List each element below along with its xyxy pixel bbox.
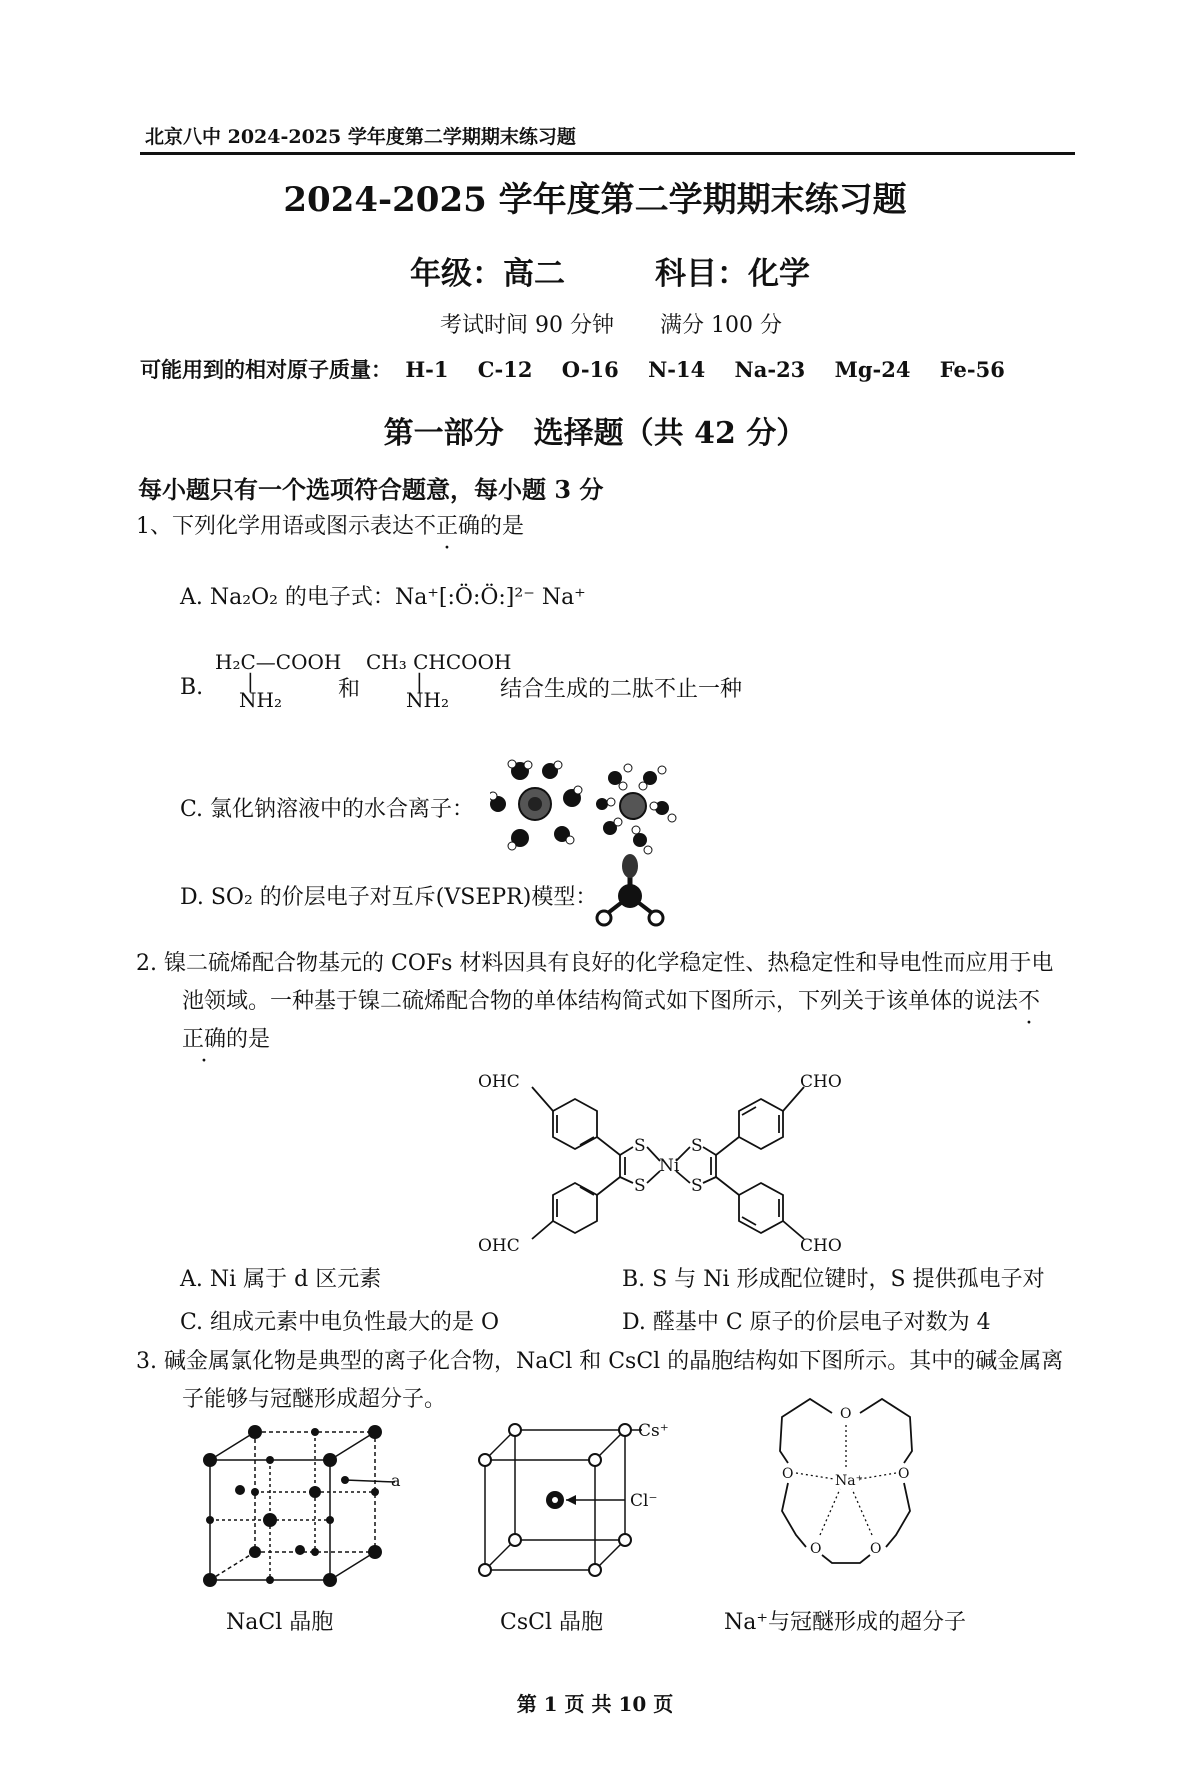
ni-dithiolene-structure — [470, 1065, 850, 1255]
q1-optB-text: 结合生成的二肽不止一种 — [500, 677, 743, 702]
q1-number: 1、 — [136, 514, 172, 539]
q1-optD-text: SO₂ 的价层电子对互斥(VSEPR)模型： — [210, 885, 598, 910]
q1-option-a — [180, 580, 586, 611]
hydrated-ions-image — [490, 756, 680, 856]
crown-o-label: O — [870, 1541, 882, 1557]
q2-opt-text: 醛基中 C 原子的价层电子对数为 4 — [652, 1310, 991, 1335]
crown-na-label: Na⁺ — [835, 1473, 863, 1489]
cscl-label-cs: Cs⁺ — [638, 1421, 669, 1441]
exam-title: 2024-2025 学年度第二学期期末练习题 — [283, 180, 907, 220]
crown-o-label: O — [810, 1541, 822, 1557]
q1-stem — [136, 508, 524, 546]
atomic-mass-item: Na-23 — [734, 357, 806, 382]
q2-line1: 镍二硫烯配合物基元的 COFs 材料因具有良好的化学稳定性、热稳定性和导电性而应用于电 — [164, 951, 1054, 976]
page-header: 北京八中 2024-2025 学年度第二学期期末练习题 — [145, 126, 576, 148]
q2-opt-text: S 与 Ni 形成配位键时，S 提供孤电子对 — [652, 1267, 1045, 1292]
q2-option-b — [622, 1262, 1045, 1293]
q1-optB-mol1 — [215, 650, 341, 712]
nacl-unit-cell — [195, 1420, 405, 1600]
q1-stem-a: 下列化学用语或图示表达 — [172, 514, 415, 539]
q1-optB-mol2-bottom: NH₂ — [406, 688, 449, 712]
grade: 年级：高二 — [410, 256, 565, 292]
nacl-label-a: a — [391, 1471, 401, 1490]
q2-opt-label: D. — [622, 1310, 646, 1335]
q1-optB-mol1-bottom: NH₂ — [239, 688, 282, 712]
cho-label: CHO — [800, 1236, 842, 1255]
q1-optB-and: 和 — [338, 677, 361, 702]
q2-stem — [136, 945, 1066, 1059]
q2-option-a — [180, 1262, 381, 1293]
so2-vsepr-model — [590, 852, 670, 932]
q1-option-d — [180, 880, 597, 911]
s-label: S — [691, 1136, 703, 1156]
q1-optB-mol2-top: CH₃ CHCOOH — [366, 650, 512, 674]
atomic-mass-label: 可能用到的相对原子质量： — [140, 357, 392, 382]
q2-opt-text: Ni 属于 d 区元素 — [209, 1267, 382, 1292]
atomic-mass-line — [140, 354, 1027, 384]
crown-o-label: O — [840, 1406, 852, 1422]
cscl-label-cl: Cl⁻ — [630, 1491, 658, 1511]
q2-opt-label: C. — [180, 1310, 204, 1335]
q1-optC-label: C. — [180, 797, 204, 822]
q1-stem-emphasis: 不正确 — [414, 514, 481, 539]
q1-optA-formula: Na⁺[:Ö:Ö:]²⁻ Na⁺ — [394, 585, 586, 610]
crown-o-label: O — [898, 1466, 910, 1482]
q2-opt-text: 组成元素中电负性最大的是 O — [210, 1310, 500, 1335]
hydrated-cl-ion — [596, 764, 676, 854]
atomic-mass-item: Mg-24 — [834, 357, 911, 382]
atomic-mass-item: Fe-56 — [939, 357, 1005, 382]
q1-optC-text: 氯化钠溶液中的水合离子： — [210, 797, 475, 822]
full-score: 满分 100 分 — [660, 313, 782, 338]
s-label: S — [634, 1136, 646, 1156]
q1-stem-b: 的是 — [480, 514, 525, 539]
s-label: S — [634, 1176, 646, 1196]
subject: 科目：化学 — [655, 256, 810, 292]
q2-line2-emphasis: 不 — [1018, 989, 1041, 1014]
nacl-caption: NaCl 晶胞 — [226, 1610, 334, 1635]
q2-line3-emphasis: 正确 — [182, 1027, 227, 1052]
exam-time: 考试时间 90 分钟 — [440, 313, 614, 338]
q1-optD-label: D. — [180, 885, 204, 910]
q1-optB-bond: | — [247, 669, 254, 693]
s-label: S — [691, 1176, 703, 1196]
ni-label: Ni — [659, 1156, 680, 1176]
q3-line1: 碱金属氯化物是典型的离子化合物，NaCl 和 CsCl 的晶胞结构如下图所示。其中的碱金属离 — [164, 1349, 1064, 1374]
q1-optA-label: A. — [180, 585, 203, 610]
ohc-label: OHC — [478, 1236, 520, 1255]
q2-number: 2. — [136, 951, 157, 976]
q2-line2: 池领域。一种基于镍二硫烯配合物的单体结构简式如下图所示，下列关于该单体的说法 — [182, 989, 1019, 1014]
q1-optB-mol2 — [366, 650, 511, 712]
crown-ether-supramolecule — [760, 1385, 940, 1570]
q3-number: 3. — [136, 1349, 157, 1374]
q1-optB-label: B. — [180, 675, 204, 700]
atomic-mass-item: N-14 — [648, 357, 706, 382]
q2-line3: 的是 — [226, 1027, 271, 1052]
atomic-mass-item: O-16 — [561, 357, 619, 382]
crown-o-label: O — [782, 1466, 794, 1482]
cscl-unit-cell — [470, 1418, 670, 1588]
q1-optB-bond: | — [416, 669, 423, 693]
q2-option-c — [180, 1305, 499, 1336]
hydrated-na-ion — [490, 760, 582, 850]
q2-opt-label: A. — [180, 1267, 203, 1292]
q1-optA-text: Na₂O₂ 的电子式： — [209, 585, 395, 610]
cscl-caption: CsCl 晶胞 — [500, 1610, 603, 1635]
part-one-heading: 第一部分 选择题（共 42 分） — [383, 416, 807, 451]
atomic-mass-item: H-1 — [405, 357, 449, 382]
q3-line2: 子能够与冠醚形成超分子。 — [182, 1387, 447, 1412]
atomic-mass-item: C-12 — [477, 357, 533, 382]
q1-optB-mol1-top: H₂C—COOH — [215, 650, 342, 674]
q2-opt-label: B. — [622, 1267, 646, 1292]
cho-label: CHO — [800, 1072, 842, 1092]
page-footer: 第 1 页 共 10 页 — [516, 1692, 674, 1716]
q2-option-d — [622, 1305, 991, 1336]
instruction: 每小题只有一个选项符合题意，每小题 3 分 — [138, 475, 604, 504]
ohc-label: OHC — [478, 1072, 520, 1092]
header-rule — [140, 152, 1075, 155]
q1-option-c — [180, 792, 474, 823]
crown-ether-caption: Na⁺与冠醚形成的超分子 — [724, 1610, 966, 1635]
